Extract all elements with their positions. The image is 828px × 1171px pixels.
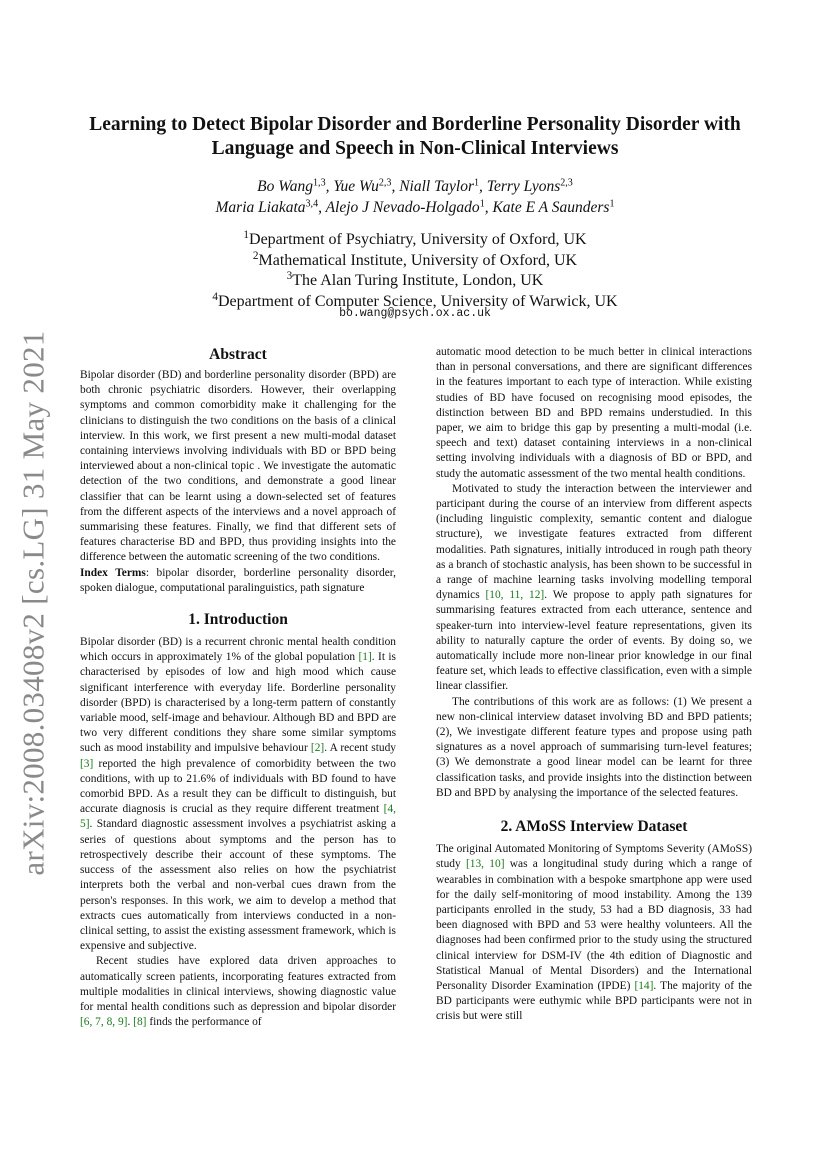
- arxiv-identifier-stamp: [6, 329, 62, 876]
- citation-link[interactable]: [6, 7, 8, 9]: [80, 1016, 128, 1029]
- author-affiliation-marker: 3,4: [305, 198, 319, 210]
- citation-link[interactable]: [8]: [133, 1016, 147, 1029]
- author-name: Maria Liakata$^{3,4}$: [215, 198, 319, 216]
- citation-link[interactable]: [2]: [310, 742, 325, 755]
- affiliation: $^4$Department of Computer Science, University of Warwick, UK: [212, 290, 618, 310]
- left-column: [80, 345, 396, 1030]
- affiliation: $^1$Department of Psychiatry, University of Oxford, UK: [243, 228, 587, 248]
- arxiv-identifier-text: arXiv:2008.03408v2 [cs.LG] 31 May 2021: [16, 329, 51, 876]
- right-column: [436, 345, 752, 1025]
- abstract-heading: Abstract: [209, 346, 267, 363]
- author-affiliation-marker: 1,3: [313, 177, 326, 189]
- affiliation: $^2$Mathematical Institute, University of Oxford, UK: [252, 249, 578, 269]
- affiliation-number: 4: [212, 290, 218, 303]
- paper-title: [70, 113, 760, 161]
- title-line: Language and Speech in Non-Clinical Interviews: [211, 138, 619, 159]
- citation-link[interactable]: [10, 11, 12]: [485, 589, 545, 602]
- author-name: Yue Wu$^{2,3}$: [333, 177, 392, 195]
- citation-link[interactable]: [14]: [634, 979, 654, 992]
- author-affiliation-marker: 1: [479, 198, 485, 210]
- paragraph: Motivated to study the interaction between the interviewer and participant during the course of an interview from different aspects (including linguistic complexity, semantic content and dialogue structure), we investigate features extracted from different modalities. Path signatures, initially introduced in rough path theory as a branch of stochastic analysis, has been shown to be successful in a range of machine learning tasks involving modelling temporal dynamics [10, 11, 12]. We propose to apply path signatures for summarising features extracted from each utterance, sentence and speaker-turn into interview-level feature representations, given its ability to naturally capture the order of events. By doing so, we automatically include more non-linear prior knowledge in our final feature set, which leads to effective classification, even with a simple linear classifier.: [436, 482, 752, 693]
- author-name: Kate E A Saunders$^1$: [492, 198, 615, 216]
- author-list: Bo Wang$^{1,3}$, Yue Wu$^{2,3}$, Niall Taylor$^1$, Terry Lyons$^{2,3}$ Maria Liakata$^{3,4}$, Alejo J Nevado-Holgado$^1$, Kate E A Saunders$^1$: [215, 177, 615, 216]
- affiliation-number: 1: [243, 228, 250, 241]
- citation-link[interactable]: [1]: [358, 651, 372, 664]
- author-name: Alejo J Nevado-Holgado$^1$: [325, 198, 485, 216]
- affiliation-number: 2: [252, 249, 259, 262]
- affiliation-list: [90, 230, 740, 312]
- affiliation: $^3$The Alan Turing Institute, London, UK: [286, 269, 544, 289]
- author-affiliation-marker: 2,3: [560, 177, 573, 189]
- author-name: Terry Lyons$^{2,3}$: [486, 177, 573, 195]
- author-affiliation-marker: 2,3: [378, 177, 392, 189]
- affiliation-number: 3: [286, 269, 293, 282]
- contact-email[interactable]: bo.wang@psych.ox.ac.uk: [339, 307, 491, 320]
- author-name: Niall Taylor$^1$: [399, 177, 480, 195]
- index-terms-list: : bipolar disorder, borderline personality disorder, spoken dialogue, computational paralinguistics, path signature: [80, 566, 396, 594]
- paragraph: Recent studies have explored data driven approaches to automatically screen patients, incorporating features extracted from multiple modalities in clinical interviews, showing diagnostic value for mental health conditions such as depression and bipolar disorder [6, 7, 8, 9]. [8] finds the performance of: [80, 955, 396, 1029]
- index-terms: [80, 566, 396, 596]
- introduction-heading: 1. Introduction: [188, 611, 288, 629]
- citation-link[interactable]: [13, 10]: [465, 858, 505, 871]
- author-affiliation-marker: 1: [609, 198, 615, 210]
- title-line: Learning to Detect Bipolar Disorder and Borderline Personality Disorder with: [89, 114, 741, 135]
- abstract-body: Bipolar disorder (BD) and borderline personality disorder (BPD) are both chronic psychiatric disorders. However, their overlapping symptoms and common comorbidity make it challenging for the clinicians to distinguish the two conditions on the basis of a clinical interview. In this work, we first present a new multi-modal dataset containing interviews involving individuals with BD or BPD being interviewed about a non-clinical topic . We investigate the automatic detection of the two conditions, and demonstrate a good linear classifier that can be learnt using a down-selected set of features from the different aspects of the interviews and a novel approach of summarising these features. Finally, we find that different sets of features characterise BD and BPD, thus providing insights into the difference between the automatic screening of the two conditions.: [80, 369, 396, 564]
- paragraph-continued: automatic mood detection to be much better in clinical interactions than in personal conversations, and there are significant differences in the features important to each type of interaction. While existing studies of BD have focused on recognising mood episodes, the distinction between BD and BPD remains understudied. In this paper, we aim to bridge this gap by presenting a multi-modal (i.e. speech and text) dataset containing interviews in a non-clinical setting involving individuals with a diagnosis of BD or BPD, and study the automatic assessment of the two mental health conditions.: [436, 346, 752, 480]
- citation-link[interactable]: [4, 5]: [80, 803, 396, 831]
- paragraph: Bipolar disorder (BD) is a recurrent chronic mental health condition which occurs in approximately 1% of the global population [1]. It is characterised by episodes of low and high mood which cause significant interference with everyday life. Borderline personality disorder (BPD) is characterised by a long-term pattern of constantly variable mood, self-image and behaviour. Although BD and BPD are two very different conditions they share some similar symptoms such as mood instability and impulsive behaviour [2]. A recent study [3] reported the high prevalence of comorbidity between the two conditions, with up to 21.6% of individuals with BD found to have comorbid BPD. As a result they can be difficult to distinguish, but accurate diagnosis is crucial as they require different treatment [4, 5]. Standard diagnostic assessment involves a psychiatrist asking a series of questions about symptoms and the person has to retrospectively describe their account of these symptoms. The success of the assessment also relies on how the psychiatrist interprets both the verbal and non-verbal cues drawn from the person's responses. In this work, we aim to develop a method that extracts cues automatically from interviews conducted in a non-clinical setting, to assist the existing assessment framework, which is expensive and subjective.: [80, 636, 396, 953]
- author-name: Bo Wang$^{1,3}$: [257, 177, 326, 195]
- paragraph: The original Automated Monitoring of Symptoms Severity (AMoSS) study [13, 10] was a longitudinal study during which a range of wearables in combination with a bespoke smartphone app were used for the daily self-monitoring of mood instability. Among the 139 participants enrolled in the study, 53 had a BD diagnosis, 33 had been diagnosed with BPD and 53 were healthy volunteers. All the diagnoses had been confirmed prior to the study using the structured clinical interview for DSM-IV (the 4th edition of Diagnostic and Statistical Manual of Mental Disorders) and the International Personality Disorder Examination (IPDE) [14]. The majority of the BD participants were euthymic while BPD participants were not in crisis but were still: [436, 843, 752, 1023]
- index-terms-label: Index Terms: [80, 566, 146, 579]
- citation-link[interactable]: [3]: [80, 757, 94, 770]
- paragraph: The contributions of this work are as follows: (1) We present a new non-clinical interview dataset involving BD and BPD patients; (2), We investigate different feature types and propose using path signatures as a novel approach of summarising turn-level features; (3) We demonstrate a good linear model can be learnt for three classification tasks, and provide insights into the distinction between BD and BPD by analysing the importance of the selected features.: [436, 695, 752, 799]
- author-affiliation-marker: 1: [474, 177, 480, 189]
- amoss-section-heading: 2. AMoSS Interview Dataset: [500, 818, 688, 836]
